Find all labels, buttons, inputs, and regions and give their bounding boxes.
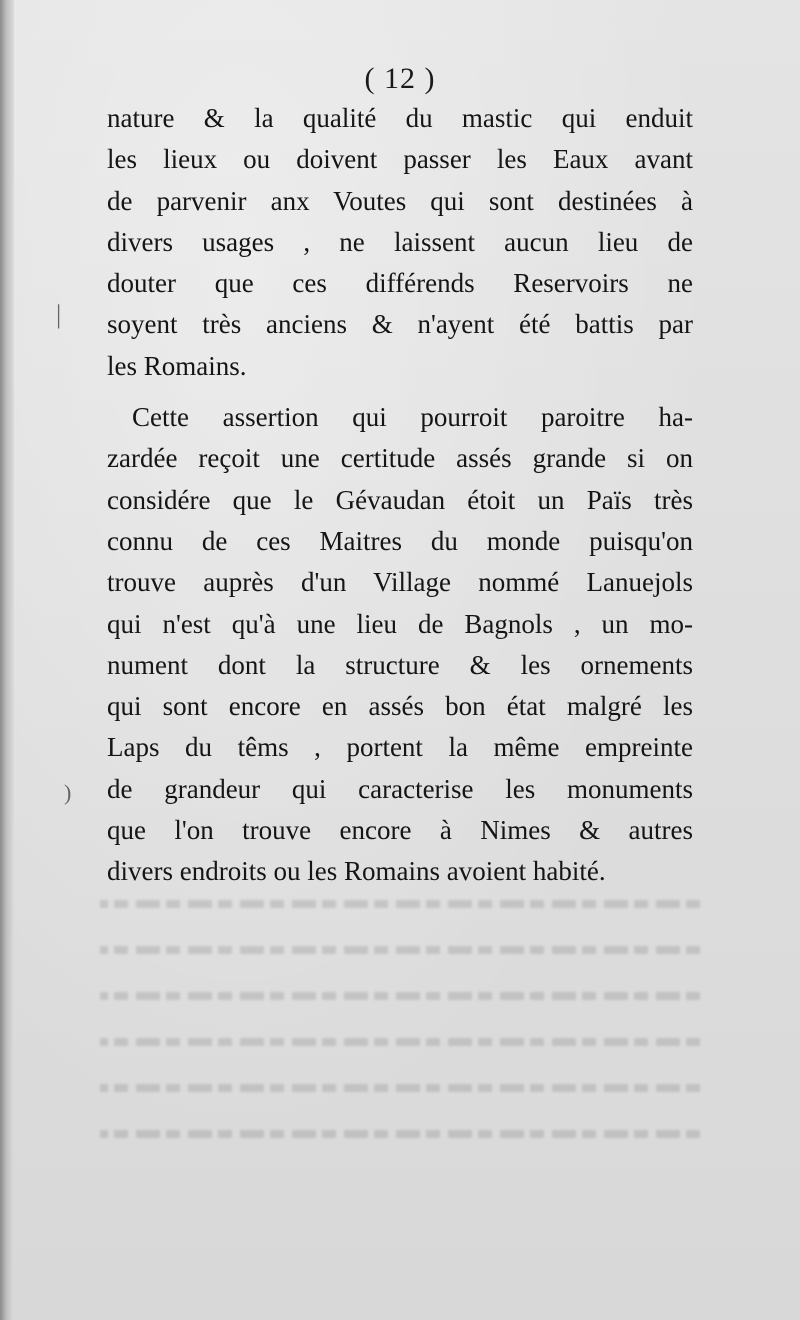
text-line: considére que le Gévaudan étoit un Païs très [107,484,693,515]
text-line: connu de ces Maitres du monde puisqu'on [107,525,693,556]
margin-mark: | [56,300,62,329]
text-line: qui n'est qu'à une lieu de Bagnols , un mo- [107,608,693,639]
text-line: qui sont encore en assés bon état malgré les [107,691,693,722]
text-line: les lieux ou doivent passer les Eaux avant [107,144,693,175]
show-through-text [100,880,700,1180]
text-line: de parvenir anx Voutes qui sont destinées à [107,185,693,216]
text-line: soyent très anciens & n'ayent été battis par [107,309,693,340]
margin-mark: ) [64,780,72,805]
text-line: Laps du têms , portent la même empreinte [107,732,693,763]
text-line: divers endroits ou les Romains avoient habité. [107,856,606,887]
text-line: nature & la qualité du mastic qui enduit [107,103,693,133]
text-line: zardée reçoit une certitude assés grande si on [107,443,693,474]
text-line: de grandeur qui caracterise les monuments [107,773,693,804]
page-binding-edge [0,0,14,1320]
paragraph-1 [107,98,693,387]
text-line: douter que ces différends Reservoirs ne [107,268,693,299]
text-line: que l'on trouve encore à Nimes & autres [107,815,693,846]
text-line: Cette assertion qui pourroit paroitre ha- [132,402,693,433]
text-line: trouve auprès d'un Village nommé Lanuejols [107,567,693,598]
text-line: nument dont la structure & les ornements [107,649,693,680]
body-text [107,98,693,893]
paragraph-2 [107,397,693,893]
text-line: les Romains. [107,350,247,381]
text-line: divers usages , ne laissent aucun lieu de [107,226,693,257]
page-number: ( 12 ) [364,62,436,95]
